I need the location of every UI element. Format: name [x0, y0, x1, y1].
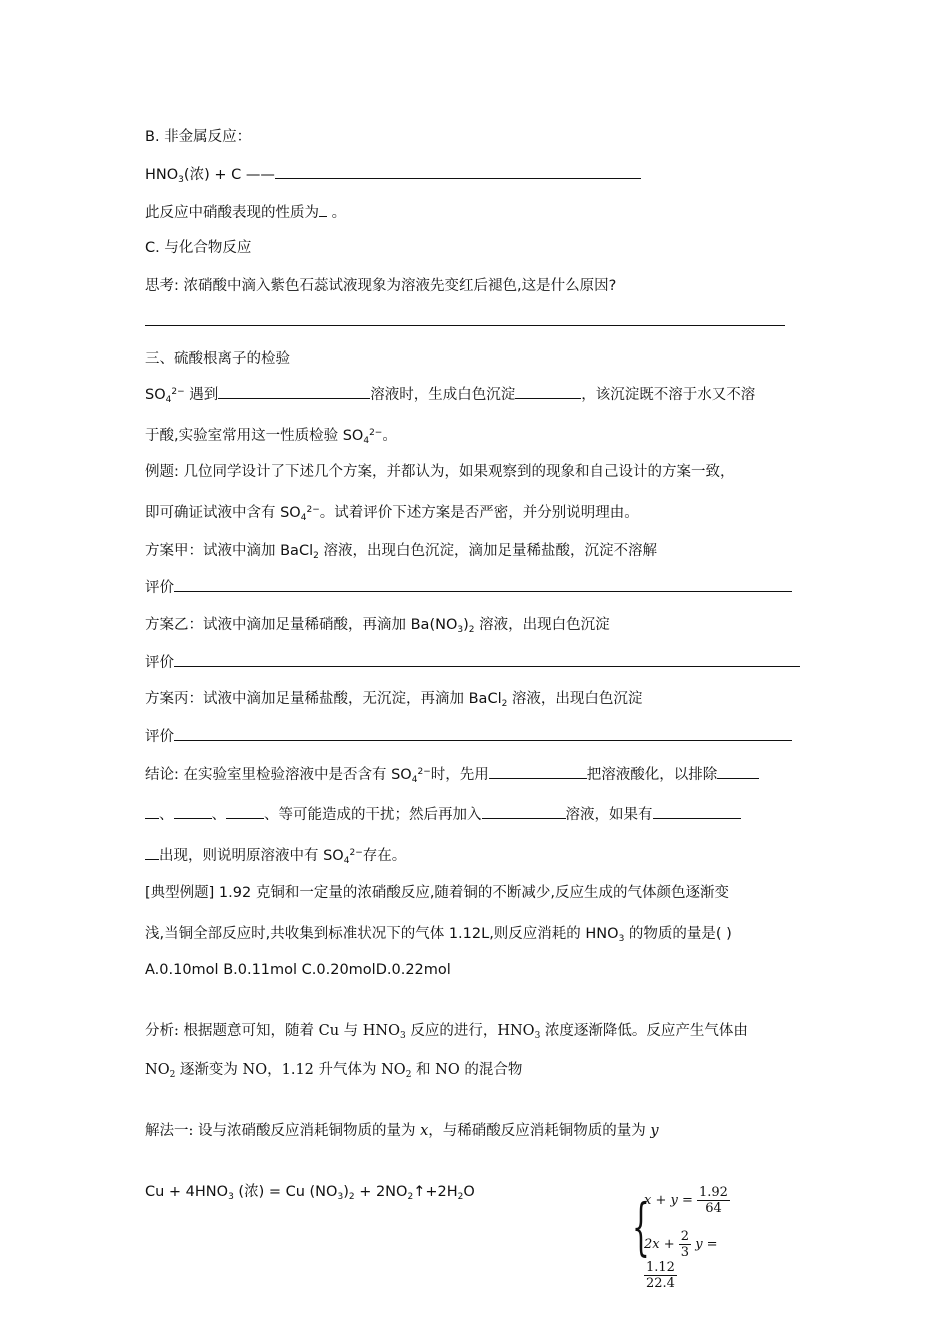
- example-line-1: 例题: 几位同学设计了下述几个方案，并都认为，如果观察到的现象和自己设计的方案一致，: [145, 464, 735, 480]
- section-c-title: C. 与化合物反应: [145, 240, 252, 256]
- section-b-title: B. 非金属反应：: [145, 129, 252, 145]
- hno3-carbon-reaction: $HNO_3$(浓) + C ——: [145, 164, 641, 185]
- solution-1: 解法一: 设与浓硝酸反应消耗铜物质的量为 x，与稀硝酸反应消耗铜物质的量为 y: [145, 1123, 659, 1139]
- blank[interactable]: [653, 804, 741, 819]
- blank[interactable]: [482, 804, 566, 819]
- plan-c-evaluation: 评价: [145, 726, 792, 747]
- blank[interactable]: [489, 764, 587, 779]
- blank[interactable]: [145, 804, 159, 819]
- plan-a: 方案甲：试液中滴加 BaCl$_2$ 溶液，出现白色沉淀，滴加足量稀盐酸，沉淀不溶解: [145, 543, 657, 561]
- blank[interactable]: [226, 804, 264, 819]
- analysis-line-1: 分析: 根据题意可知，随着 Cu 与 $HNO_3$ 反应的进行，$HNO_3$ 浓度逐渐降低。反应产生气体由: [145, 1023, 748, 1041]
- example-line-2: 即可确证试液中含有 $SO_4^{2-}$。试着评价下述方案是否严密，并分别说明理由。: [145, 505, 639, 523]
- brace-icon: {: [632, 1190, 650, 1263]
- blank[interactable]: [174, 577, 792, 592]
- sulfate-line-1: $SO_4^{2-}$ 遇到 溶液时，生成白色沉淀 ，该沉淀既不溶于水又不溶: [145, 384, 755, 405]
- equation-row-1: x + y = $\frac{1.92}{64}$: [644, 1185, 728, 1216]
- property-question: 此反应中硝酸表现的性质为 。: [145, 202, 346, 223]
- blank[interactable]: [275, 164, 641, 179]
- reaction-equation: $Cu + 4HNO_3$ (浓) = Cu $(NO_3)_2$ + $2NO_2↑+2H_2O$: [145, 1184, 475, 1202]
- conclusion-line-3: 出现，则说明原溶液中有 $SO_4^{2-}$存在。: [145, 845, 406, 866]
- plan-a-evaluation: 评价: [145, 577, 792, 598]
- think-question: 思考: 浓硝酸中滴入紫色石蕊试液现象为溶液先变红后褪色,这是什么原因?: [145, 278, 617, 294]
- equation-system: [632, 1183, 752, 1291]
- blank[interactable]: [145, 311, 785, 326]
- blank[interactable]: [174, 652, 800, 667]
- sulfate-line-2: 于酸,实验室常用这一性质检验 $SO_4^{2-}$。: [145, 428, 397, 446]
- plan-b: 方案乙：试液中滴加足量稀硝酸，再滴加 $Ba(NO_3)_2$ 溶液，出现白色沉淀: [145, 617, 610, 635]
- blank[interactable]: [174, 726, 792, 741]
- conclusion-line-2: 、 、 、等可能造成的干扰；然后再加入 溶液，如果有: [145, 804, 741, 825]
- blank[interactable]: [145, 845, 159, 860]
- analysis-line-2: $NO_2$ 逐渐变为 NO，1.12 升气体为 $NO_2$ 和 NO 的混合物: [145, 1062, 523, 1080]
- plan-b-evaluation: 评价: [145, 652, 800, 673]
- blank[interactable]: [174, 804, 212, 819]
- blank[interactable]: [717, 764, 759, 779]
- blank[interactable]: [218, 384, 370, 399]
- typical-example-line-1: [典型例题] 1.92 克铜和一定量的浓硝酸反应,随着铜的不断减少,反应生成的气体颜色逐渐变: [145, 885, 730, 901]
- typical-example-line-2: 浅,当铜全部反应时,共收集到标准状况下的气体 1.12L,则反应消耗的 $HNO_3$ 的物质的量是( ): [145, 926, 732, 944]
- equation-row-2: 2x + $\frac{2}{3}$ y = $\frac{1.12}{22.4}$: [644, 1229, 718, 1291]
- conclusion-line-1: 结论: 在实验室里检验溶液中是否含有 $SO_4^{2-}$时，先用 把溶液酸化，以排除: [145, 764, 759, 785]
- blank[interactable]: [515, 384, 581, 399]
- plan-c: 方案丙：试液中滴加足量稀盐酸，无沉淀，再滴加 BaCl$_2$ 溶液，出现白色沉淀: [145, 691, 643, 709]
- section-3-heading: 三、硫酸根离子的检验: [145, 351, 290, 367]
- answer-line: [145, 311, 785, 332]
- answer-options: A.0.10mol B.0.11mol C.0.20molD.0.22mol: [145, 962, 451, 978]
- blank[interactable]: [319, 202, 327, 217]
